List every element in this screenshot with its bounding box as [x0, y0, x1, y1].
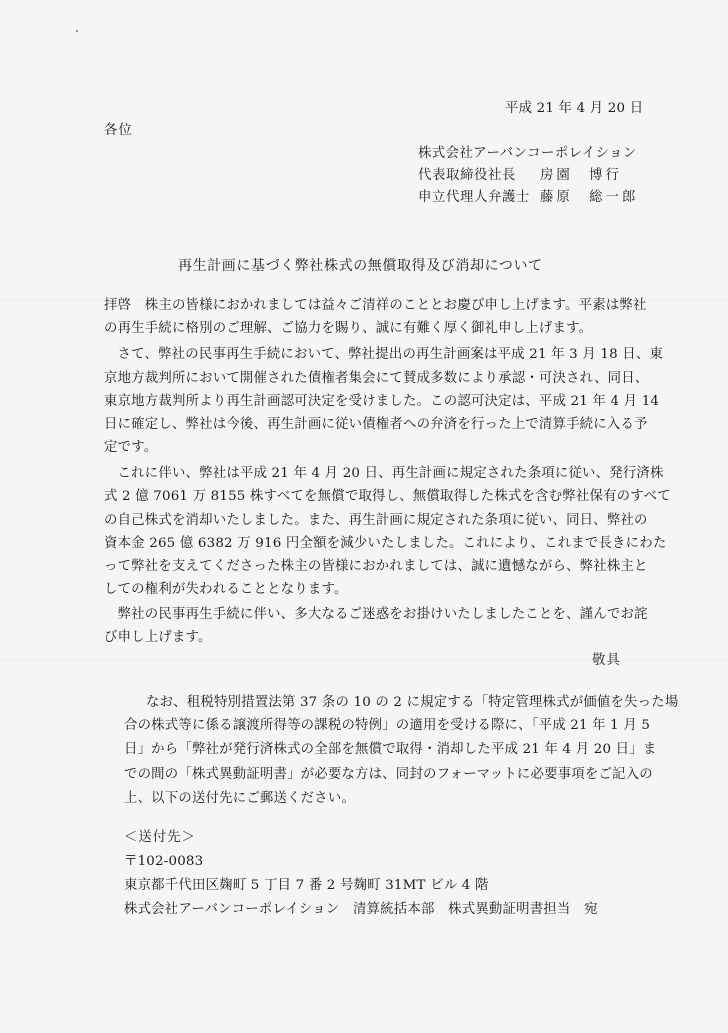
note-line: なお、租税特別措置法第 37 条の 10 の 2 に規定する「特定管理株式が価値を失った場: [146, 695, 679, 710]
body-line: って弊社を支えてくださった株主の皆様におかれましては、誠に遺憾ながら、弊社株主と: [104, 559, 648, 574]
sender-role: 代表取締役社長: [418, 168, 516, 183]
sender-company: 株式会社アーバンコーポレイション: [418, 146, 637, 161]
sender-name: 房園 博行: [540, 168, 622, 183]
scan-speck: [76, 30, 78, 32]
address-heading: ＜送付先＞: [124, 830, 196, 845]
body-line: び申し上げます。: [104, 630, 212, 645]
body-line: これに伴い、弊社は平成 21 年 4 月 20 日、再生計画に規定された条項に従い、発行済株: [104, 466, 664, 481]
note-line: 日」から「弊社が発行済株式の全部を無償で取得・消却した平成 21 年 4 月 20 日」ま: [124, 742, 657, 757]
body-line: さて、弊社の民事再生手続において、弊社提出の再生計画案は平成 21 年 3 月 18 日、東: [104, 347, 664, 362]
body-line: 弊社の民事再生手続に伴い、多大なるご迷惑をお掛けいたしましたことを、謹んでお詫: [104, 607, 648, 622]
body-line: しての権利が失われることとなります。: [104, 582, 348, 597]
note-line: での間の「株式異動証明書」が必要な方は、同封のフォーマットに必要事項をご記入の: [124, 767, 653, 782]
body-line: 京地方裁判所において開催された債権者集会にて賛成多数により承認・可決され、同日、: [104, 371, 649, 386]
recipient: 株式会社アーバンコーポレイション 清算統括本部 株式異動証明書担当 宛: [124, 902, 598, 917]
note-line: 合の株式等に係る譲渡所得等の課税の特例」の適用を受ける際に、「平成 21 年 1 月 5: [124, 718, 651, 733]
body-line: の自己株式を消却いたしました。また、再生計画に規定された条項に従い、同日、弊社の: [104, 513, 648, 528]
body-line: 東京地方裁判所より再生計画認可決定を受けました。この認可決定は、平成 21 年 4 月 14: [104, 394, 660, 409]
body-line: 日に確定し、弊社は今後、再生計画に従い債権者への弁済を行った上で清算手続に入る予: [104, 417, 648, 432]
letter-date: 平成 21 年 4 月 20 日: [505, 101, 644, 116]
body-line: 拝啓 株主の皆様におかれましては益々ご清祥のこととお慶び申し上げます。平素は弊社: [104, 298, 647, 313]
postal-code: 〒102-0083: [124, 854, 204, 869]
salutation: 各位: [104, 123, 133, 138]
body-line: 定です。: [104, 440, 158, 455]
document-title: 再生計画に基づく弊社株式の無償取得及び消却について: [178, 258, 543, 274]
sender-row-attorney: [418, 189, 638, 207]
body-line: 式 2 億 7061 万 8155 株すべてを無償で取得し、無償取得した株式を含む弊社保有のすべて: [104, 489, 671, 504]
body-line: 資本金 265 億 6382 万 916 円全額を減少いたしました。これにより、これまで長きにわた: [104, 536, 667, 551]
sender-row-president: [418, 167, 622, 185]
sender-name: 藤原 総一郎: [540, 190, 639, 205]
street-address: 東京都千代田区麹町 5 丁目 7 番 2 号麹町 31MT ビル 4 階: [124, 878, 489, 893]
sender-role: 申立代理人弁護士: [418, 190, 530, 205]
closing-keigu: 敬具: [592, 653, 621, 668]
body-line: の再生手続に格別のご理解、ご協力を賜り、誠に有難く厚く御礼申し上げます。: [104, 321, 593, 336]
note-line: 上、以下の送付先にご郵送ください。: [124, 791, 356, 806]
